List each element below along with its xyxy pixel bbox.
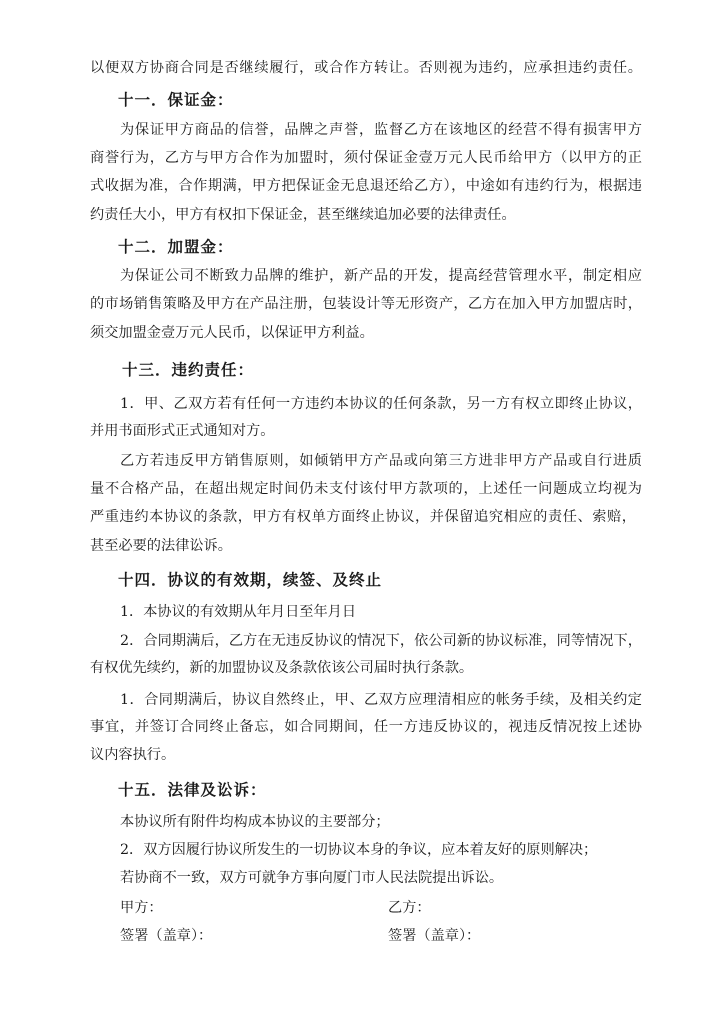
text-line: 2．合同期满后，乙方在无违反协议的情况下，依公司新的协议标准，同等情况下， — [120, 633, 642, 649]
party-b-signature-label: 签署（盖章）： — [388, 928, 481, 944]
text-line: 本协议所有附件均构成本协议的主要部分； — [120, 814, 390, 830]
section-13-heading: 十三．违约责任： — [122, 361, 255, 379]
text-line: 1．甲、乙双方若有任何一方违约本协议的任何条款，另一方有权立即终止协议， — [120, 396, 642, 412]
section-14-heading: 十四．协议的有效期，续签、及终止 — [118, 571, 383, 589]
text-line: 须交加盟金壹万元人民币，以保证甲方利益。 — [90, 325, 374, 341]
text-line: 2．双方因履行协议所发生的一切协议本身的争议，应本着友好的原则解决； — [120, 842, 598, 858]
text-line: 若协商不一致，双方可就争方事向厦门市人民法院提出诉讼。 — [120, 870, 504, 886]
text-line: 为保证甲方商品的信誉，品牌之声誉，监督乙方在该地区的经营不得有损害甲方 — [120, 122, 642, 138]
text-line: 1．合同期满后，协议自然终止，甲、乙双方应理清相应的帐务手续，及相关约定 — [120, 692, 642, 708]
text-line: 约责任大小，甲方有权扣下保证金，甚至继续追加必要的法律责任。 — [90, 207, 516, 223]
party-b-label: 乙方： — [388, 900, 431, 916]
text-line: 严重违约本协议的条款，甲方有权单方面终止协议，并保留追究相应的责任、索赔， — [90, 509, 636, 525]
intro-line: 以便双方协商合同是否继续履行，或合作方转让。否则视为违约，应承担违约责任。 — [90, 60, 642, 76]
text-line: 的市场销售策略及甲方在产品注册，包装设计等无形资产，乙方在加入甲方加盟店时， — [90, 296, 642, 312]
section-12-heading: 十二．加盟金： — [118, 238, 234, 256]
text-line: 议内容执行。 — [90, 747, 176, 763]
text-line: 事宜，并签订合同终止备忘，如合同期间，任一方违反协议的，视违反情况按上述协 — [90, 719, 642, 735]
text-line: 商誉行为，乙方与甲方合作为加盟时，须付保证金壹万元人民币给甲方（以甲方的正 — [90, 150, 642, 166]
party-a-signature-label: 签署（盖章）： — [120, 928, 213, 944]
text-line: 甚至必要的法律讼诉。 — [90, 538, 232, 554]
text-line: 有权优先续约，新的加盟协议及条款依该公司届时执行条款。 — [90, 660, 474, 676]
section-11-heading: 十一．保证金： — [118, 91, 234, 109]
text-line: 1．本协议的有效期从年月日至年月日 — [120, 604, 357, 620]
text-line: 为保证公司不断致力品牌的维护，新产品的开发，提高经营管理水平，制定相应 — [120, 268, 642, 284]
text-line: 量不合格产品，在超出规定时间仍未支付该付甲方款项的，上述任一问题成立均视为 — [90, 481, 642, 497]
text-line: 并用书面形式正式通知对方。 — [90, 423, 275, 439]
text-line: 乙方若违反甲方销售原则，如倾销甲方产品或向第三方进非甲方产品或自行进质 — [120, 453, 642, 469]
section-15-heading: 十五．法律及讼诉： — [118, 781, 267, 799]
party-a-label: 甲方： — [120, 900, 163, 916]
text-line: 式收据为准，合作期满，甲方把保证金无息退还给乙方），中途如有违约行为，根据违 — [90, 178, 642, 194]
